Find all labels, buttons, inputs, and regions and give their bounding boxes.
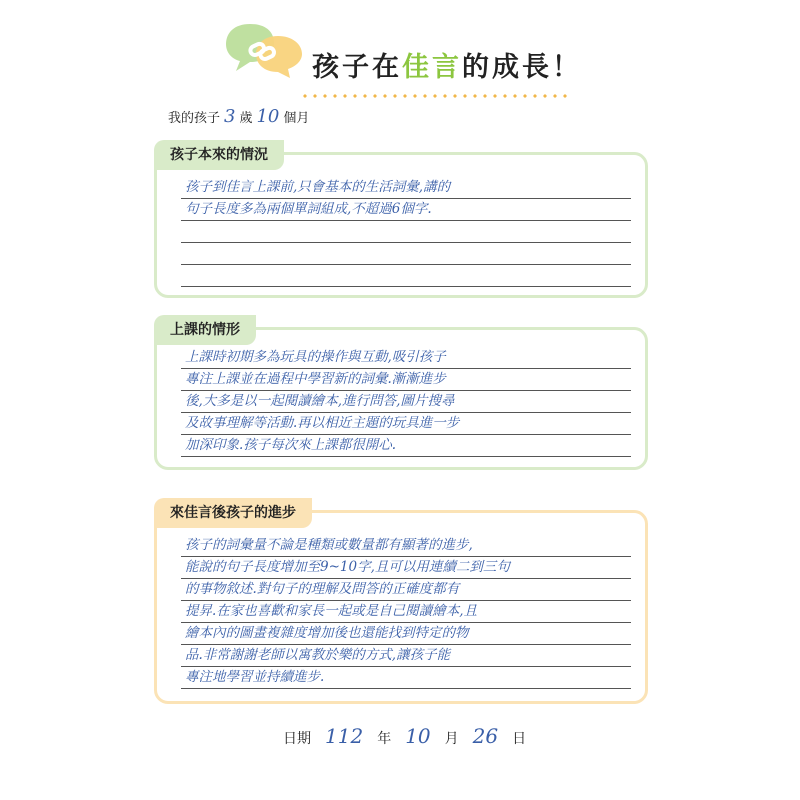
child-age-years-unit: 歲: [239, 111, 253, 126]
handwriting-lines: [181, 177, 631, 287]
handwriting-lines: [181, 535, 631, 689]
handwritten-line: 提昇.在家也喜歡和家長一起或是自己閱讀繪本,且: [181, 601, 631, 623]
date-label: 日期: [283, 731, 311, 747]
child-age-label: 我的孩子: [168, 111, 221, 126]
child-age-years: 3: [224, 106, 236, 127]
handwritten-line: 專注上課並在過程中學習新的詞彙.漸漸進步: [181, 369, 631, 391]
handwritten-line: [181, 265, 631, 287]
handwritten-line: 能說的句子長度增加至9~10字,且可以用連續二到三句: [181, 557, 631, 579]
section-title: 孩子本來的情況: [154, 140, 284, 170]
date-row: [283, 723, 526, 752]
page-title: 孩子在佳言的成長！: [312, 52, 582, 83]
date-month: 10: [405, 724, 431, 748]
date-day: 26: [472, 724, 499, 748]
speech-bubbles-link-icon: [222, 18, 306, 80]
child-age-row: [168, 106, 309, 130]
handwritten-line: [181, 221, 631, 243]
date-month-unit: 月: [444, 731, 459, 747]
handwritten-line: 後,大多是以一起閱讀繪本,進行問答,圖片搜尋: [181, 391, 631, 413]
handwritten-line: 繪本內的圖畫複雜度增加後也還能找到特定的物: [181, 623, 631, 645]
date-year-unit: 年: [377, 731, 392, 747]
section-title: 上課的情形: [154, 315, 256, 345]
child-age-months-unit: 個月: [283, 111, 310, 126]
child-age-months: 10: [256, 106, 280, 127]
handwritten-line: 加深印象.孩子每次來上課都很開心.: [181, 435, 631, 457]
section-title: 來佳言後孩子的進步: [154, 498, 312, 528]
handwritten-line: 的事物敘述.對句子的理解及問答的正確度都有: [181, 579, 631, 601]
handwritten-line: 孩子到佳言上課前,只會基本的生活詞彙,講的: [181, 177, 631, 199]
date-year: 112: [325, 724, 364, 748]
handwritten-line: [181, 243, 631, 265]
handwritten-line: 孩子的詞彙量不論是種類或數量都有顯著的進步,: [181, 535, 631, 557]
handwritten-line: 及故事理解等活動.再以相近主題的玩具進一步: [181, 413, 631, 435]
handwriting-lines: [181, 347, 631, 457]
section-child-progress: [154, 505, 648, 704]
section-class-situation: [154, 322, 648, 470]
handwritten-line: 句子長度多為兩個單詞組成,不超過6個字.: [181, 199, 631, 221]
title-dotted-underline: [300, 94, 570, 98]
handwritten-line: 品.非常謝謝老師以寓教於樂的方式,讓孩子能: [181, 645, 631, 667]
section-original-situation: [154, 147, 648, 298]
handwritten-line: 專注地學習並持續進步.: [181, 667, 631, 689]
handwritten-line: 上課時初期多為玩具的操作與互動,吸引孩子: [181, 347, 631, 369]
date-day-unit: 日: [512, 731, 527, 747]
